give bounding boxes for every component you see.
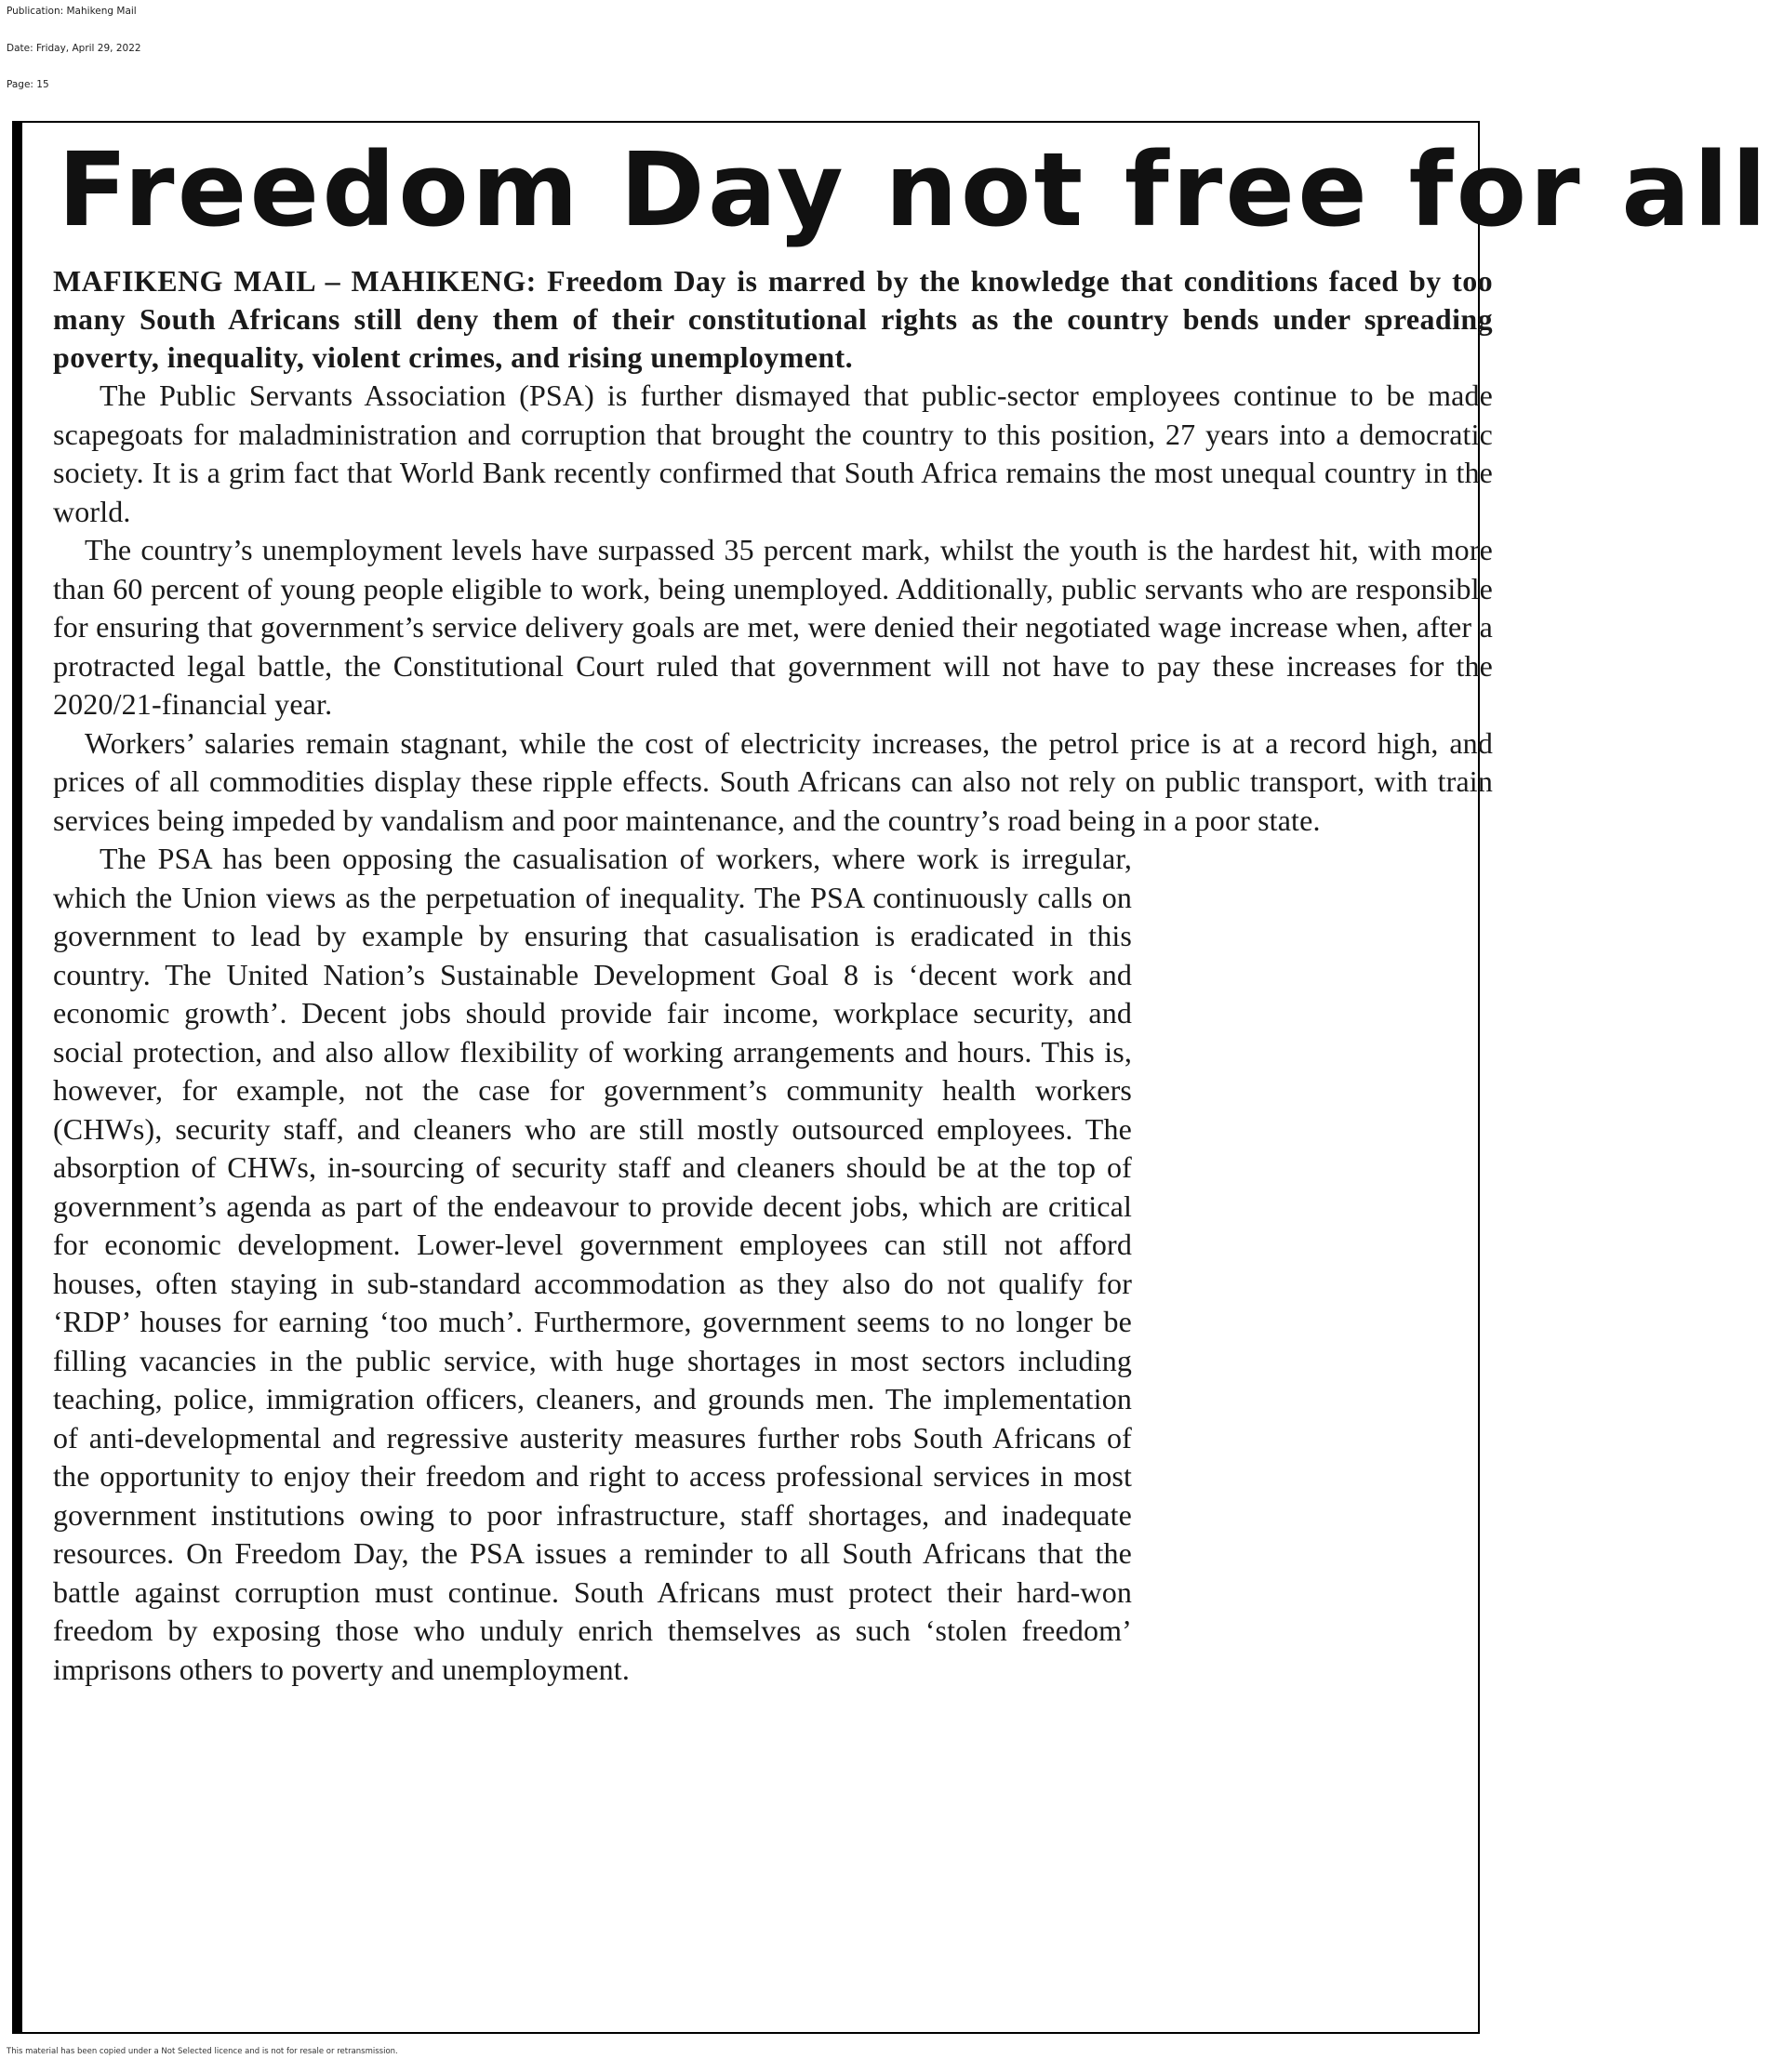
article-lede: MAFIKENG MAIL – MAHIKENG: Freedom Day is marred by the knowledge that conditions faced by too many South Africans still deny them of their constitutional rights as the country bends under spreading poverty, inequality, violent crimes, and rising unemployment. (53, 264, 1493, 374)
article-frame (12, 121, 1770, 2034)
publication-label: Publication: Mahikeng Mail (7, 6, 137, 17)
article-paragraph: Workers’ salaries remain stagnant, while the cost of electricity increases, the petrol price is at a record high, and prices of all commodities display these ripple effects. South Africans can also not rely on public transport, with train services being impeded by vandalism and poor maintenance, and the country’s road being in a poor state. (53, 725, 1493, 837)
article-paragraph: The PSA has been opposing the casualisation of workers, where work is irregular, which the Union views as the perpetuation of inequality. The PSA continuously calls on government to lead by example by ensuring that casualisation is eradicated in this country. The United Nation’s Sustainable Development Goal 8 is ‘decent work and economic growth’. Decent jobs should provide fair income, workplace security, and social protection, and also allow flexibility of working arrangements and hours. This is, however, for example, not the case for government’s community health workers (CHWs), security staff, and cleaners who are still mostly outsourced employees. The absorption of CHWs, in-sourcing of security staff and cleaners should be at the top of government’s agenda as part of the endeavour to provide decent jobs, which are critical for economic development. Lower-level government employees can still not afford houses, often staying in sub-standard accommodation as they also do not qualify for ‘RDP’ houses for earning ‘too much’. Furthermore, government seems to no longer be filling vacancies in the public service, with huge shortages in most sectors including teaching, police, immigration officers, cleaners, and grounds men. The implementation of anti-developmental and regressive austerity measures further robs South Africans of the opportunity to enjoy their freedom and right to access professional services in most government institutions owing to poor infrastructure, staff shortages, and inadequate resources. On Freedom Day, the PSA issues a reminder to all South Africans that the battle against corruption must continue. South Africans must protect their hard-won freedom by exposing those who unduly enrich themselves as such ‘stolen freedom’ imprisons others to poverty and unemployment. (53, 842, 1132, 1686)
date-label: Date: Friday, April 29, 2022 (7, 43, 141, 54)
left-border-bar (14, 123, 22, 2032)
copyright-notice: This material has been copied under a Not Selected licence and is not for resale or retransmission. (7, 2047, 398, 2056)
article-paragraph: The Public Servants Association (PSA) is further dismayed that public-sector employees continue to be made scapegoats for maladministration and corruption that brought the country to this position, 27 years into a democratic society. It is a grim fact that World Bank recently confirmed that South Africa remains the most unequal country in the world. (53, 379, 1493, 528)
page-number-label: Page: 15 (7, 79, 49, 90)
article-headline: Freedom Day not free for all (58, 130, 1770, 249)
article-body (53, 262, 1493, 1689)
article-paragraph: The country’s unemployment levels have surpassed 35 percent mark, whilst the youth is the hardest hit, with more than 60 percent of young people eligible to work, being unemployed. Additionally, public servants who are responsible for ensuring that government’s service delivery goals are met, were denied their negotiated wage increase when, after a protracted legal battle, the Constitutional Court ruled that government will not have to pay these increases for the 2020/21-financial year. (53, 533, 1493, 721)
